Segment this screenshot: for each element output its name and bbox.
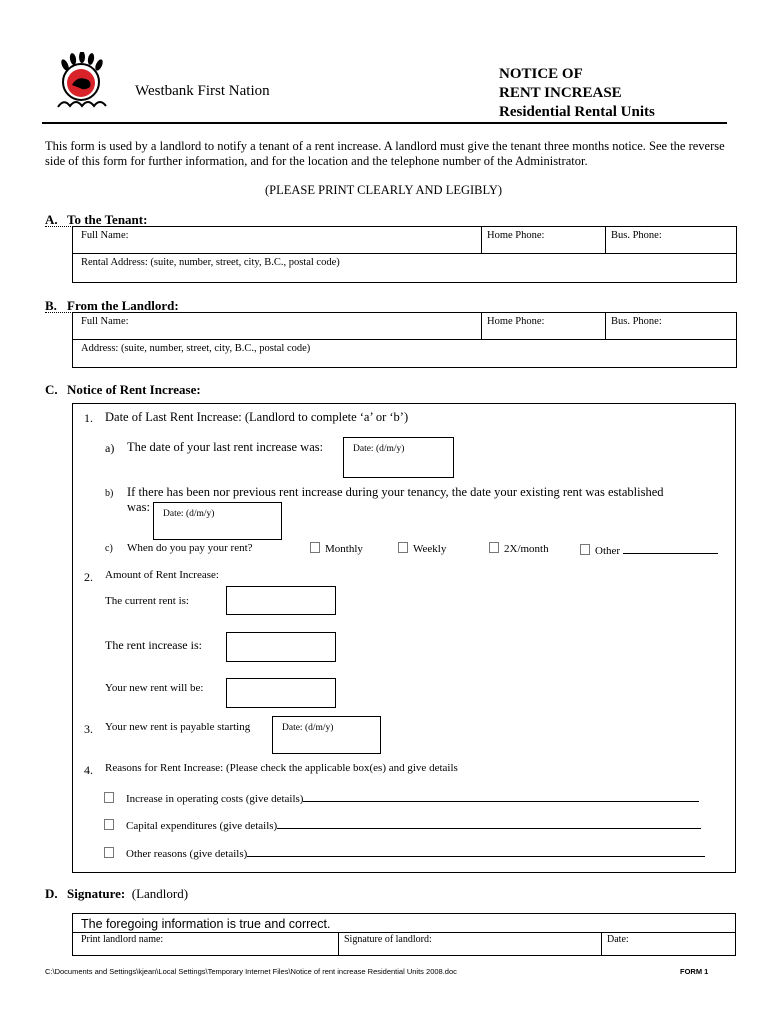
section-a-title: To the Tenant: [67, 212, 148, 227]
landlord-address-field[interactable]: Address: (suite, number, street, city, B.C., postal code) [81, 343, 311, 354]
item-b-was: was: [127, 500, 150, 514]
true-statement: The foregoing information is true and correct. [81, 917, 331, 931]
operating-costs-checkbox[interactable] [104, 792, 114, 803]
tenant-home-phone-field[interactable]: Home Phone: [487, 230, 545, 241]
other-checkbox[interactable] [580, 544, 590, 555]
current-rent-field[interactable] [226, 586, 336, 615]
new-rent-start-date-placeholder: Date: (d/m/y) [282, 723, 334, 733]
weekly-label: Weekly [413, 543, 447, 555]
item-2-number: 2. [84, 570, 93, 584]
item-1-number: 1. [84, 411, 93, 425]
print-landlord-name-field[interactable]: Print landlord name: [81, 934, 164, 945]
option-monthly[interactable] [310, 542, 363, 555]
signature-col-divider-2 [601, 932, 602, 955]
item-3-text: Your new rent is payable starting [105, 721, 251, 733]
reason-other[interactable] [104, 845, 705, 860]
intro-text: This form is used by a landlord to notify a tenant of a rent increase. A landlord must give the tenant three months notice. See the reverse side of this form for further information, and for the location and the telephone number of the Administrator. [45, 139, 725, 168]
tenant-row-divider [73, 253, 736, 254]
landlord-bus-phone-field[interactable]: Bus. Phone: [611, 316, 662, 327]
section-c-heading [45, 382, 201, 398]
form-title [499, 65, 655, 122]
section-b-title: From the Landlord: [67, 298, 179, 313]
other-reasons-details-line[interactable] [247, 845, 705, 857]
capital-expenditures-label: Capital expenditures (give details) [126, 820, 278, 832]
twice-monthly-label: 2X/month [504, 543, 549, 555]
monthly-checkbox[interactable] [310, 542, 320, 553]
section-d-heading [45, 886, 188, 902]
weekly-checkbox[interactable] [398, 542, 408, 553]
other-reasons-checkbox[interactable] [104, 847, 114, 858]
section-c-letter: C. [45, 382, 58, 397]
item-b-label: b) [105, 488, 114, 499]
last-increase-date-placeholder: Date: (d/m/y) [353, 444, 405, 454]
signature-col-divider-1 [338, 932, 339, 955]
other-reasons-label: Other reasons (give details) [126, 848, 248, 860]
item-3-number: 3. [84, 722, 93, 736]
landlord-signature-field[interactable]: Signature of landlord: [344, 934, 432, 945]
last-increase-date-field[interactable] [343, 437, 454, 478]
operating-costs-details-line[interactable] [303, 790, 699, 802]
item-c-label: c) [105, 543, 113, 554]
document-path: C:\Documents and Settings\kjean\Local Settings\Temporary Internet Files\Notice of rent increase Residential Units 2008.doc [45, 967, 457, 976]
landlord-col-divider-2 [605, 313, 606, 339]
signature-row-divider [73, 932, 735, 933]
bear-paw-logo-icon [52, 52, 110, 114]
rent-established-date-placeholder: Date: (d/m/y) [163, 509, 215, 519]
section-b-letter: B. [45, 298, 57, 313]
title-line-2: RENT INCREASE [499, 85, 622, 101]
new-rent-start-date-field[interactable] [272, 716, 381, 754]
option-weekly[interactable] [398, 542, 446, 555]
form-number: FORM 1 [680, 967, 709, 976]
item-a-text: The date of your last rent increase was: [127, 440, 324, 454]
option-other[interactable] [580, 542, 718, 557]
new-rent-field[interactable] [226, 678, 336, 708]
landlord-home-phone-field[interactable]: Home Phone: [487, 316, 545, 327]
print-note: (PLEASE PRINT CLEARLY AND LEGIBLY) [265, 183, 503, 197]
rent-increase-field[interactable] [226, 632, 336, 662]
reason-capital-expenditures[interactable] [104, 817, 701, 832]
section-d-subtitle: (Landlord) [131, 886, 189, 901]
item-a-label: a) [105, 441, 115, 455]
item-4-number: 4. [84, 763, 93, 777]
current-rent-label: The current rent is: [105, 595, 189, 607]
landlord-col-divider-1 [481, 313, 482, 339]
item-2-text: Amount of Rent Increase: [105, 569, 219, 581]
new-rent-label: Your new rent will be: [105, 682, 204, 694]
operating-costs-label: Increase in operating costs (give details) [126, 793, 304, 805]
signature-box [72, 913, 736, 956]
tenant-bus-phone-field[interactable]: Bus. Phone: [611, 230, 662, 241]
section-a-letter: A. [45, 212, 58, 227]
section-d-letter: D. [45, 886, 58, 901]
option-twice-monthly[interactable] [489, 542, 549, 555]
twice-monthly-checkbox[interactable] [489, 542, 499, 553]
section-c-title: Notice of Rent Increase: [67, 382, 201, 397]
rent-established-date-field[interactable] [153, 502, 282, 540]
tenant-col-divider-2 [605, 227, 606, 253]
tenant-address-field[interactable]: Rental Address: (suite, number, street, city, B.C., postal code) [81, 257, 340, 268]
item-1-text: Date of Last Rent Increase: (Landlord to complete ‘a’ or ‘b’) [105, 410, 409, 424]
tenant-full-name-field[interactable]: Full Name: [81, 230, 129, 241]
tenant-info-box [72, 226, 737, 283]
section-d-title: Signature: [67, 886, 126, 901]
org-name: Westbank First Nation [135, 83, 270, 99]
item-c-text: When do you pay your rent? [127, 542, 253, 554]
other-frequency-line[interactable] [623, 542, 718, 554]
landlord-row-divider [73, 339, 736, 340]
tenant-col-divider-1 [481, 227, 482, 253]
signature-date-field[interactable]: Date: [607, 934, 629, 945]
reason-operating-costs[interactable] [104, 790, 699, 805]
capital-expenditures-details-line[interactable] [277, 817, 701, 829]
landlord-info-box [72, 312, 737, 368]
landlord-full-name-field[interactable]: Full Name: [81, 316, 129, 327]
other-label: Other [595, 545, 621, 557]
item-4-text: Reasons for Rent Increase: (Please check the applicable box(es) and give details [105, 762, 458, 774]
item-b-text: If there has been nor previous rent increase during your tenancy, the date your existing rent was established [127, 485, 664, 499]
header-rule [42, 122, 727, 124]
monthly-label: Monthly [325, 543, 363, 555]
title-line-3: Residential Rental Units [499, 104, 655, 120]
rent-increase-label: The rent increase is: [105, 638, 202, 652]
title-line-1: NOTICE OF [499, 66, 583, 82]
capital-expenditures-checkbox[interactable] [104, 819, 114, 830]
